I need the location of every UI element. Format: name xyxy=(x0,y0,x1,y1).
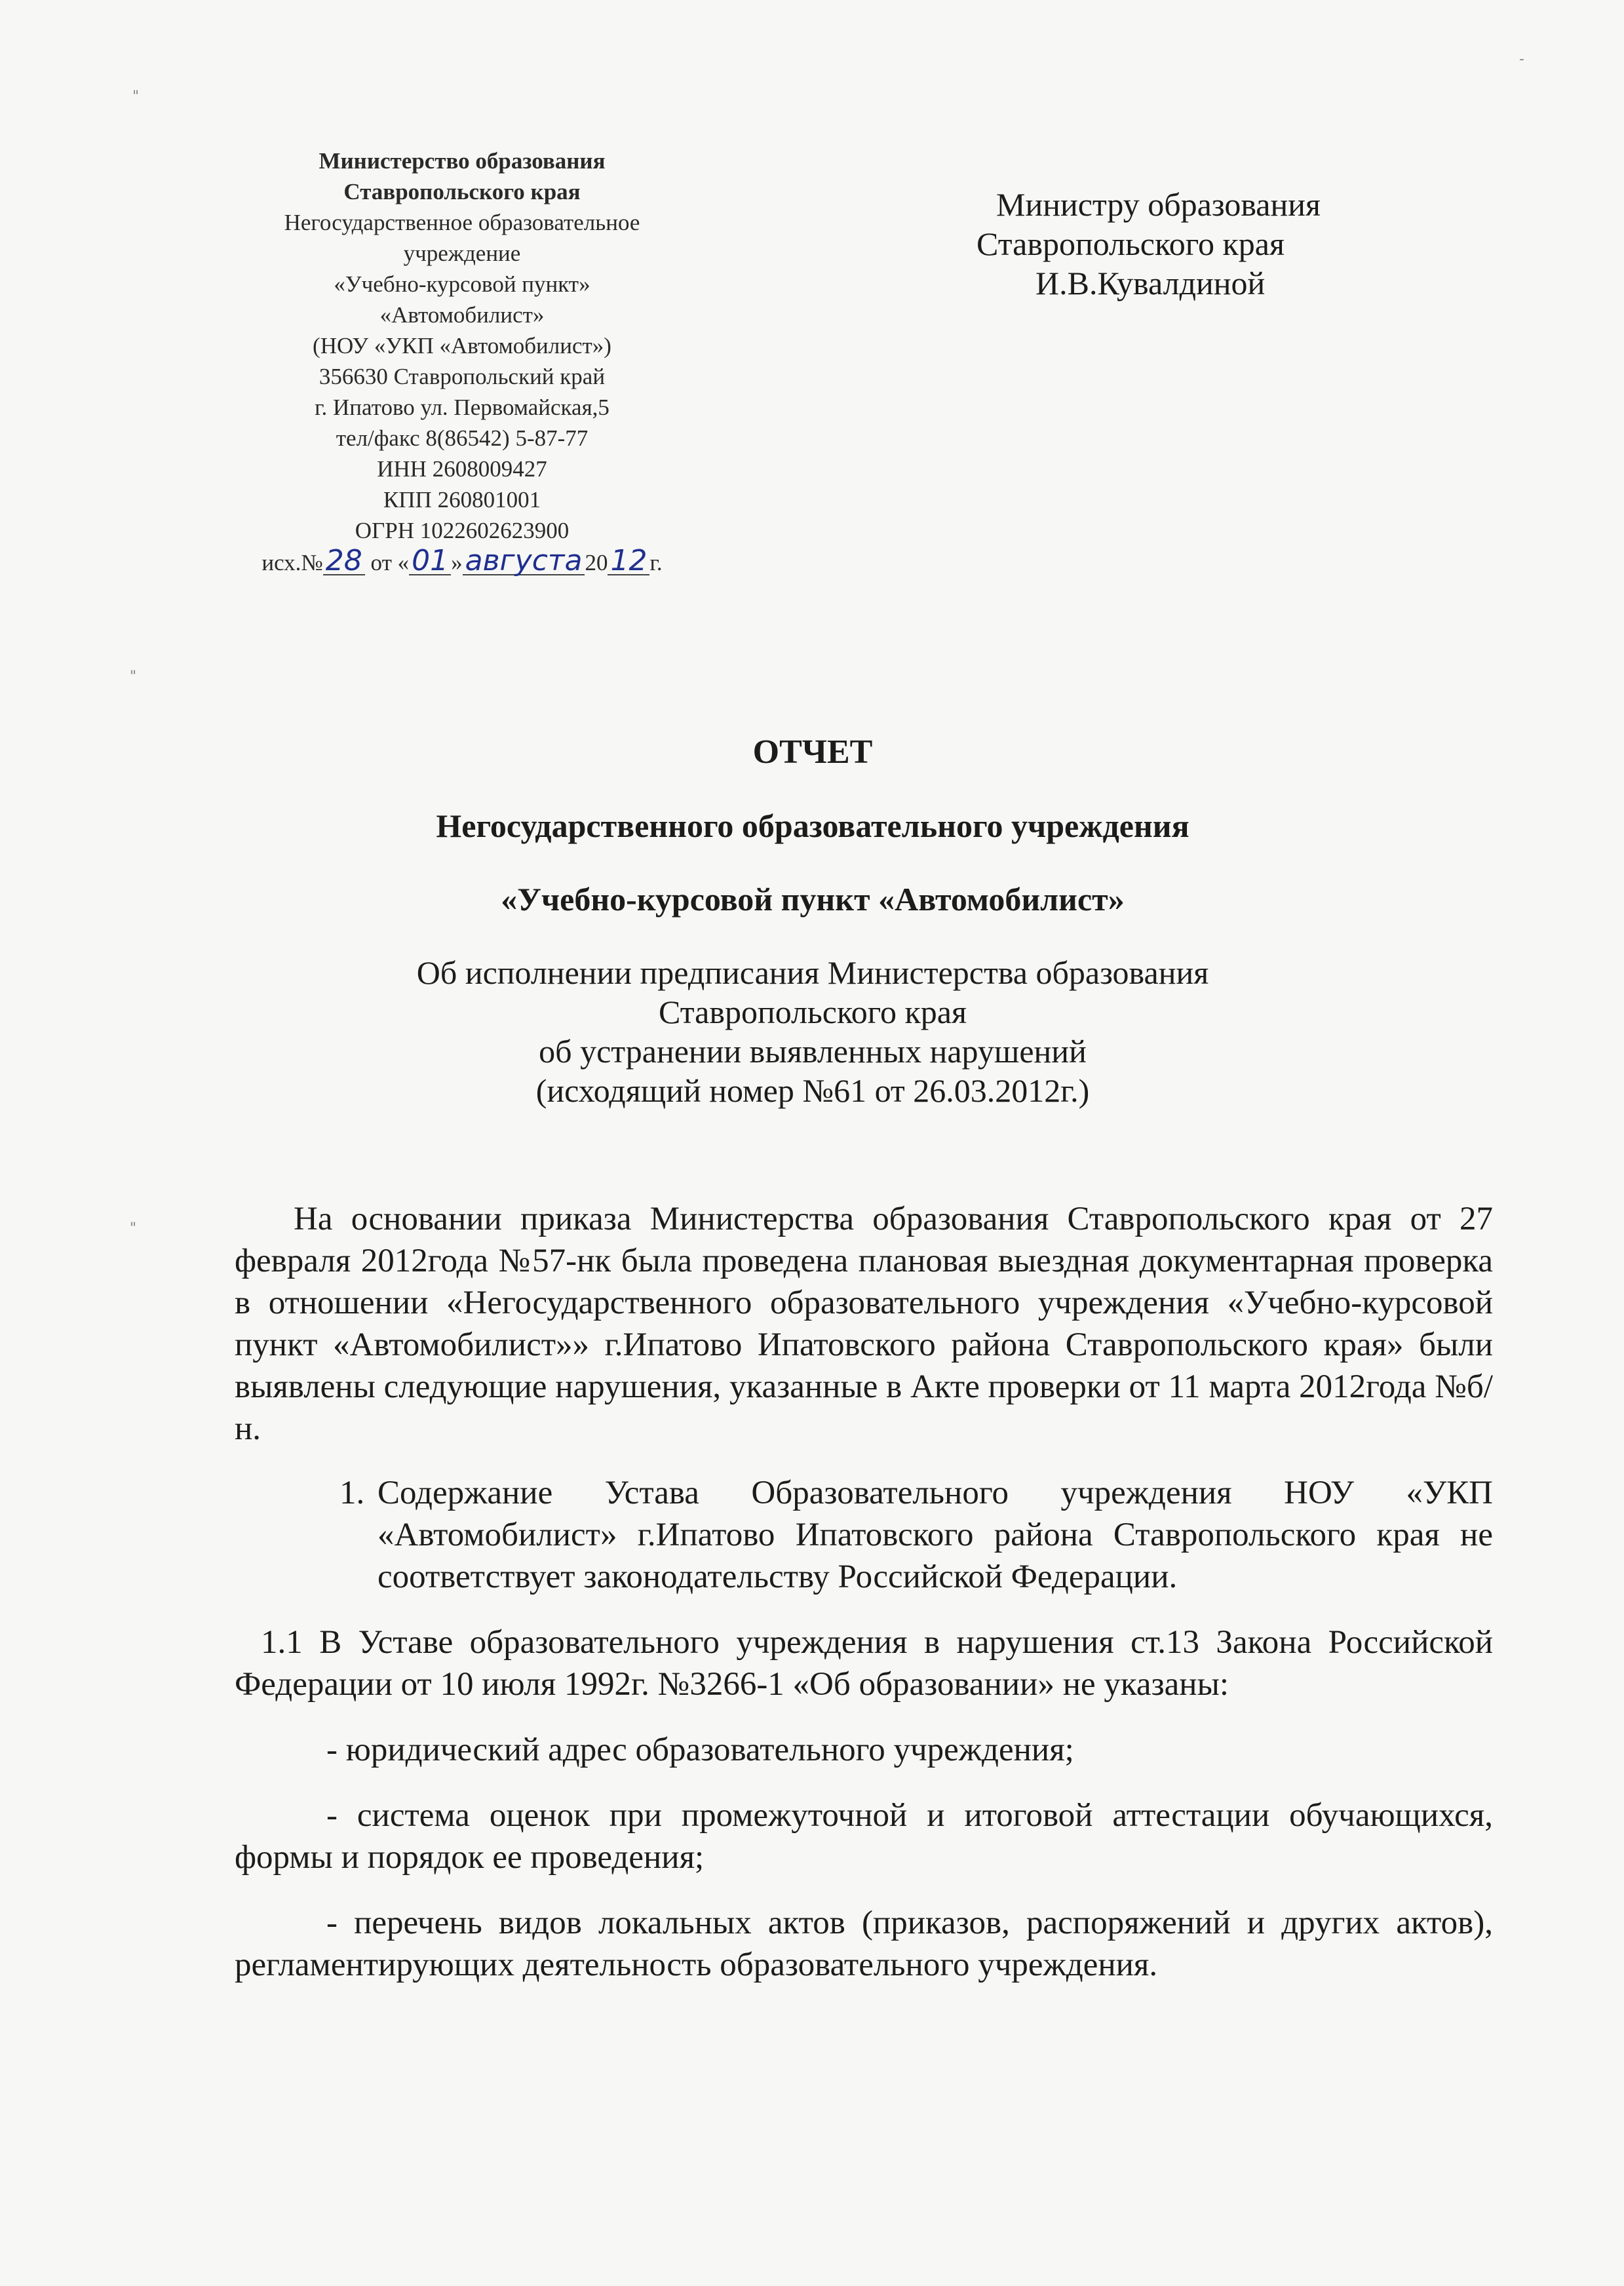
outgoing-from: от « xyxy=(364,550,410,575)
list-item-1-number: 1. xyxy=(339,1475,365,1511)
outgoing-reference xyxy=(197,544,727,578)
sender-ministry-line2: Ставропольского края xyxy=(343,179,581,204)
sender-ministry-line1: Министерство образования xyxy=(319,148,606,174)
report-subtitle-line4: (исходящий номер №61 от 26.03.2012г.) xyxy=(535,1072,1090,1109)
report-subtitle-line2: Ставропольского края xyxy=(659,994,967,1030)
scan-speck: - xyxy=(1519,51,1524,68)
report-subtitle xyxy=(197,953,1429,1110)
outgoing-number-handwritten: 28 xyxy=(323,548,365,575)
sender-phone: тел/факс 8(86542) 5-87-77 xyxy=(336,425,589,451)
list-item-1-text: Содержание Устава Образовательного учреждения НОУ «УКП «Автомобилист» г.Ипатово Ипатовского района Ставропольского края не соответствует законодательству Российской Федерации. xyxy=(377,1475,1493,1595)
addressee-line2: Ставропольского края xyxy=(976,225,1285,262)
sub-item-1-1: 1.1 В Уставе образовательного учреждения в нарушения ст.13 Закона Российской Федерации от 10 июля 1992г. №3266-1 «Об образовании» не указаны: xyxy=(235,1624,1493,1703)
sender-org-line4: «Автомобилист» xyxy=(379,302,545,328)
sender-inn: ИНН 2608009427 xyxy=(377,456,547,482)
report-body xyxy=(235,1198,1493,1986)
report-org-line2: «Учебно-курсовой пункт «Автомобилист» xyxy=(501,881,1125,918)
dash-item-legal-address: - юридический адрес образовательного учреждения; xyxy=(326,1732,1074,1768)
outgoing-year-handwritten: 12 xyxy=(608,548,649,575)
sender-org-line3: «Учебно-курсовой пункт» xyxy=(334,271,590,297)
dash-item-grading-system: - система оценок при промежуточной и итоговой аттестации обучающихся, формы и порядок ее проведения; xyxy=(235,1797,1493,1876)
report-org-line1: Негосударственного образовательного учреждения xyxy=(436,807,1189,844)
addressee-line1: Министру образования xyxy=(996,186,1321,223)
addressee-block xyxy=(976,185,1435,303)
outgoing-prefix: исх.№ xyxy=(261,550,323,575)
outgoing-year-prefix: 20 xyxy=(585,550,608,575)
scan-speck: " xyxy=(132,88,140,105)
outgoing-suffix: г. xyxy=(649,550,663,575)
addressee-line3: И.В.Кувалдиной xyxy=(1035,265,1266,301)
sender-org-line2: учреждение xyxy=(403,241,521,266)
sender-address-line1: 356630 Ставропольский край xyxy=(319,364,606,389)
report-subtitle-line3: об устранении выявленных нарушений xyxy=(539,1033,1087,1070)
report-subtitle-line1: Об исполнении предписания Министерства образования xyxy=(416,954,1209,991)
outgoing-day-handwritten: 01 xyxy=(409,548,451,575)
sender-address-line2: г. Ипатово ул. Первомайская,5 xyxy=(315,395,609,420)
scan-speck: " xyxy=(130,1220,137,1237)
sender-kpp: КПП 260801001 xyxy=(383,487,541,513)
outgoing-month-handwritten: августа xyxy=(463,548,585,575)
title-block xyxy=(197,733,1429,1110)
sender-org-short: (НОУ «УКП «Автомобилист») xyxy=(313,333,611,358)
outgoing-quote: » xyxy=(451,550,463,575)
sender-ogrn: ОГРН 1022602623900 xyxy=(355,518,570,543)
dash-item-local-acts: - перечень видов локальных актов (приказов, распоряжений и других актов), регламентирующих деятельность образовательного учреждения. xyxy=(235,1905,1493,1983)
scan-speck: " xyxy=(130,668,137,685)
sender-org-line1: Негосударственное образовательное xyxy=(284,210,640,235)
list-item-1 xyxy=(235,1472,1493,1598)
sender-block xyxy=(197,145,727,578)
intro-paragraph: На основании приказа Министерства образования Ставропольского края от 27 февраля 2012года №57-нк была проведена плановая выездная документарная проверка в отношении «Негосударственного образовательного учреждения «Учебно-курсовой пункт «Автомобилист»» г.Ипатово Ипатовского района Ставропольского края» были выявлены следующие нарушения, указанные в Акте проверки от 11 марта 2012года №б/н. xyxy=(235,1201,1493,1447)
report-title: ОТЧЕТ xyxy=(752,733,873,771)
